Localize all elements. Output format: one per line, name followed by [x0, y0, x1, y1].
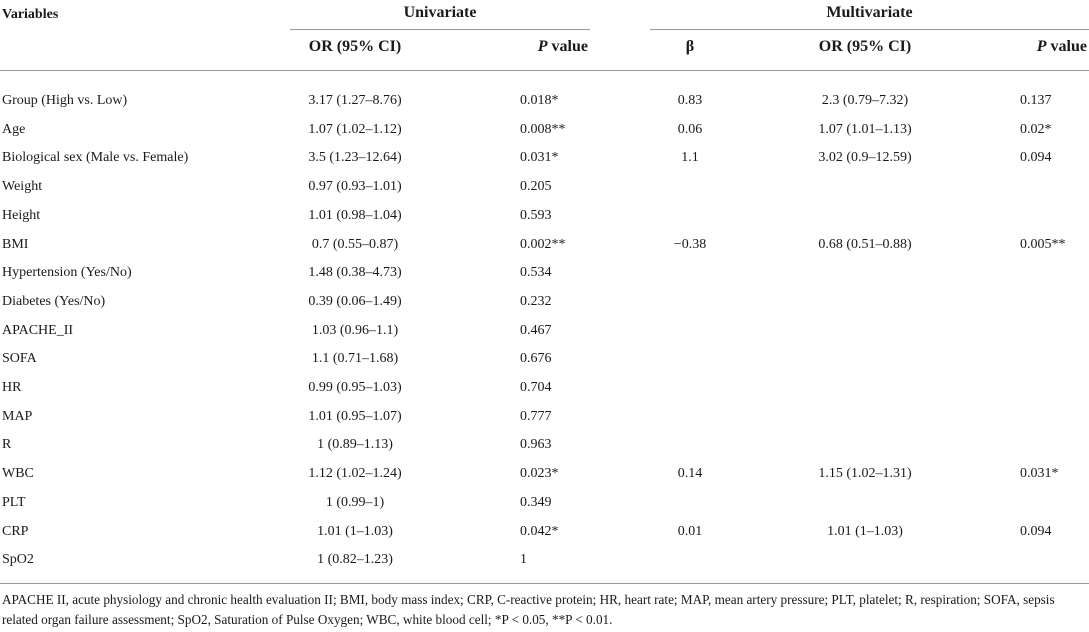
multivariate-underline [650, 29, 1089, 30]
subheader-univariate-or: OR (95% CI) [308, 38, 402, 55]
cell-variable: Weight [2, 179, 43, 195]
cell-variable: Height [2, 207, 41, 223]
cell-variable: BMI [2, 236, 29, 252]
cell-univariate-or: 0.7 (0.55–0.87) [311, 236, 399, 252]
cell-univariate-p: 0.018* [520, 93, 559, 108]
cell-univariate-or: 1.03 (0.96–1.1) [311, 322, 399, 338]
cell-beta: −0.38 [673, 236, 707, 252]
cell-multivariate-p: 0.137 [1020, 93, 1052, 108]
cell-multivariate-or: 1.07 (1.01–1.13) [818, 121, 912, 137]
cell-univariate-p: 0.676 [520, 351, 552, 367]
cell-variable: Group (High vs. Low) [2, 93, 128, 108]
cell-univariate-p: 0.467 [520, 322, 552, 338]
cell-multivariate-p: 0.094 [1020, 523, 1052, 539]
cell-univariate-or: 1 (0.82–1.23) [317, 552, 393, 568]
cell-univariate-or: 1.01 (1–1.03) [317, 523, 393, 539]
cell-univariate-p: 0.593 [520, 207, 552, 223]
cell-multivariate-or: 1.01 (1–1.03) [827, 523, 903, 539]
cell-variable: MAP [2, 408, 33, 424]
cell-univariate-p: 0.205 [520, 179, 552, 195]
cell-variable: CRP [2, 523, 29, 539]
cell-beta: 1.1 [681, 150, 699, 166]
cell-beta: 0.06 [677, 121, 703, 137]
cell-variable: WBC [2, 466, 34, 482]
cell-beta: 0.83 [677, 93, 703, 108]
cell-univariate-or: 3.5 (1.23–12.64) [308, 150, 402, 166]
cell-univariate-or: 1 (0.89–1.13) [317, 437, 393, 453]
cell-univariate-or: 1.48 (0.38–4.73) [308, 265, 402, 281]
cell-univariate-p: 0.002** [520, 236, 566, 252]
cell-variable: SpO2 [2, 552, 34, 568]
cell-variable: PLT [2, 494, 26, 510]
column-header-variables: Variables [2, 7, 59, 22]
cell-univariate-or: 3.17 (1.27–8.76) [308, 93, 402, 108]
cell-variable: SOFA [2, 351, 37, 367]
cell-beta: 0.14 [677, 466, 703, 482]
cell-multivariate-or: 0.68 (0.51–0.88) [818, 236, 912, 252]
cell-variable: Hypertension (Yes/No) [2, 265, 132, 281]
cell-univariate-p: 0.232 [520, 293, 552, 309]
cell-multivariate-p: 0.031* [1020, 466, 1059, 482]
cell-univariate-p: 0.023* [520, 466, 559, 482]
cell-univariate-or: 1.01 (0.98–1.04) [308, 207, 402, 223]
subheader-beta: β [685, 38, 695, 55]
cell-univariate-or: 0.99 (0.95–1.03) [308, 380, 402, 395]
column-header-univariate: Univariate [403, 4, 477, 21]
cell-univariate-p: 0.777 [520, 408, 552, 424]
cell-univariate-p: 0.349 [520, 494, 552, 510]
column-header-multivariate: Multivariate [826, 4, 913, 21]
cell-univariate-or: 1.12 (1.02–1.24) [308, 466, 402, 482]
cell-multivariate-or: 2.3 (0.79–7.32) [821, 93, 909, 108]
cell-multivariate-p: 0.005** [1020, 236, 1066, 252]
cell-variable: APACHE_II [2, 322, 74, 338]
cell-univariate-or: 1.1 (0.71–1.68) [311, 351, 399, 367]
cell-univariate-or: 1 (0.99–1) [325, 494, 385, 510]
table-footnote: APACHE II, acute physiology and chronic health evaluation II; BMI, body mass index; CRP, C-reactive protein; HR, heart rate; MAP, mean artery pressure; PLT, platelet; R, respiration; SOFA, sepsis related organ failure assessment; SpO2, Saturation of Pulse Oxygen; WBC, white blood cell; *P < 0.05, **P < 0.01. [2, 592, 1055, 627]
subheader-univariate-p: P value [537, 38, 588, 55]
cell-univariate-p: 1 [520, 552, 527, 568]
univariate-underline [290, 29, 590, 30]
cell-variable: Diabetes (Yes/No) [2, 293, 106, 309]
cell-variable: Biological sex (Male vs. Female) [2, 150, 189, 166]
cell-univariate-p: 0.008** [520, 121, 566, 137]
cell-univariate-or: 0.39 (0.06–1.49) [308, 293, 402, 309]
cell-univariate-p: 0.534 [520, 265, 552, 281]
cell-variable: R [2, 437, 12, 453]
cell-variable: Age [2, 121, 26, 137]
cell-univariate-or: 1.01 (0.95–1.07) [308, 408, 402, 424]
cell-multivariate-p: 0.02* [1020, 121, 1052, 137]
subheader-multivariate-p: P value [1036, 38, 1087, 55]
cell-multivariate-or: 3.02 (0.9–12.59) [818, 150, 912, 166]
cell-univariate-or: 0.97 (0.93–1.01) [308, 179, 402, 195]
header-rule [0, 70, 1089, 71]
cell-univariate-or: 1.07 (1.02–1.12) [308, 121, 402, 137]
cell-univariate-p: 0.042* [520, 523, 559, 539]
cell-multivariate-p: 0.094 [1020, 150, 1052, 166]
cell-univariate-p: 0.963 [520, 437, 552, 453]
cell-univariate-p: 0.031* [520, 150, 559, 166]
subheader-multivariate-or: OR (95% CI) [818, 38, 912, 55]
cell-multivariate-or: 1.15 (1.02–1.31) [818, 466, 912, 482]
cell-variable: HR [2, 380, 22, 395]
cell-beta: 0.01 [677, 523, 703, 539]
cell-univariate-p: 0.704 [520, 380, 552, 395]
footer-rule [0, 583, 1089, 584]
